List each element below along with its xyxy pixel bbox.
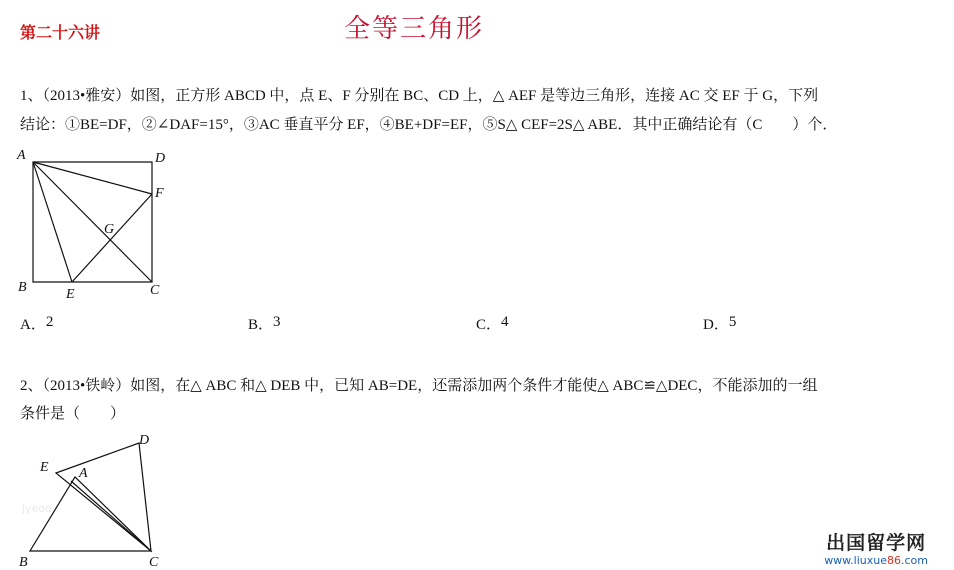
segment-inner: [71, 481, 151, 551]
segment-ac: [33, 162, 152, 282]
figure1-label-e: E: [66, 287, 75, 302]
option-d: [703, 313, 736, 334]
option-a-value: 2: [45, 314, 54, 330]
watermark-url-part3: .com: [901, 554, 928, 567]
question-1-text-line2: 结论：①BE=DF，②∠DAF=15°，③AC 垂直平分 EF，④BE+DF=EF，⑤S△ CEF=2S△ ABE．其中正确结论有（C ）个．: [20, 117, 838, 133]
lecture-number: 第二十六讲: [20, 23, 101, 42]
question-1-text-line1: 1、（2013•雅安）如图，正方形 ABCD 中，点 E、F 分别在 BC、CD 上，△ AEF 是等边三角形，连接 AC 交 EF 于 G，下列: [20, 88, 819, 104]
question-2-text-line1: 2、（2013•铁岭）如图，在△ ABC 和△ DEB 中，已知 AB=DE，还需添加两个条件才能使△ ABC≌△DEC，不能添加的一组: [20, 378, 818, 394]
option-d-letter: D．: [703, 317, 729, 333]
faint-watermark-text: jyeoo: [22, 502, 52, 515]
option-b-letter: B．: [248, 317, 274, 333]
option-c-value: 4: [501, 314, 509, 330]
figure1-label-b: B: [18, 280, 27, 295]
figure1-label-f: F: [155, 186, 164, 201]
option-b-value: 3: [273, 314, 281, 330]
figure2-label-c: C: [149, 555, 159, 570]
figure2-label-b: B: [19, 555, 28, 570]
segment-ae: [33, 162, 72, 282]
option-d-value: 5: [728, 314, 737, 330]
option-a-letter: A．: [20, 317, 46, 333]
watermark-url-part1: www.liuxue: [824, 554, 887, 567]
watermark-url-part2: 86: [887, 554, 901, 567]
triangle-abc: [30, 477, 151, 551]
watermark-site-name: 出国留学网: [826, 532, 927, 554]
site-watermark: [824, 534, 928, 566]
option-c: [476, 313, 509, 334]
figure1-label-d: D: [155, 151, 166, 166]
figure2-label-d: D: [139, 433, 150, 448]
option-a: [20, 313, 53, 334]
figure1-label-g: G: [104, 222, 115, 237]
segment-ef: [72, 194, 152, 282]
figure2-label-e: E: [40, 460, 49, 475]
question-1-figure: [0, 145, 180, 305]
figure2-label-a: A: [79, 466, 88, 481]
question-2-text-line2: 条件是（ ）: [20, 406, 126, 422]
option-c-letter: C．: [476, 317, 502, 333]
watermark-url: [824, 555, 928, 566]
option-b: [248, 313, 281, 334]
page-title: 全等三角形: [344, 14, 485, 44]
figure1-label-c: C: [150, 283, 160, 298]
question-2-figure: [0, 430, 200, 570]
figure1-label-a: A: [17, 148, 26, 163]
segment-af: [33, 162, 152, 194]
triangle-dec: [56, 443, 151, 551]
